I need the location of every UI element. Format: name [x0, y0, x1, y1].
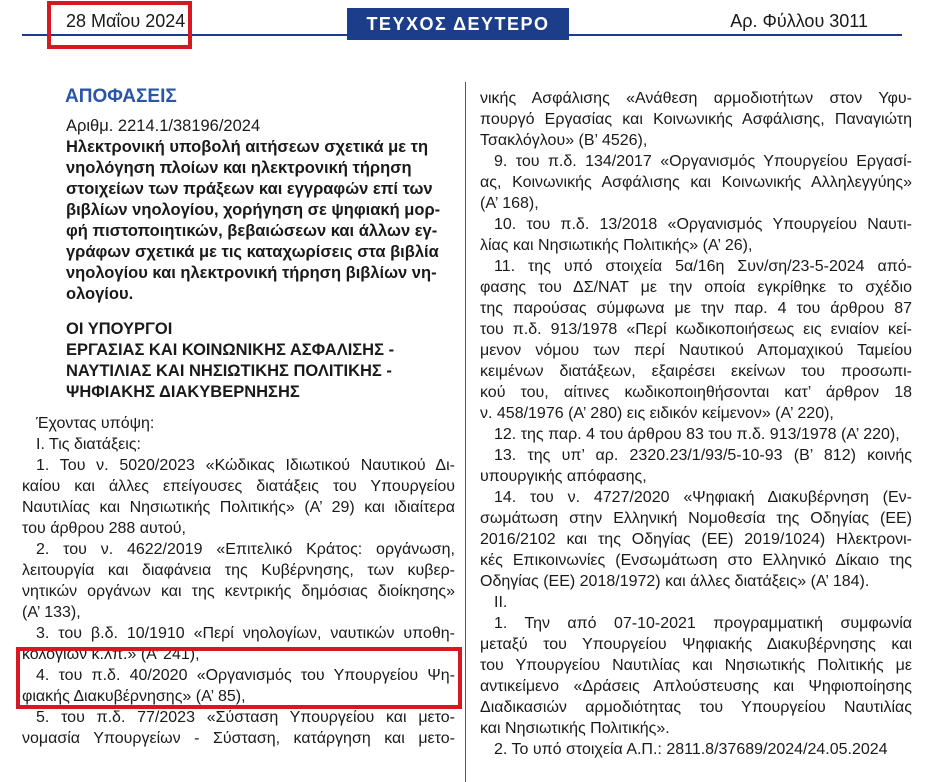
text-line: μενον νόμου των περί Ναυτικού Απομαχικού Ταμείου — [480, 342, 912, 359]
subject-line: νηολογίου και ηλεκτρονική τήρηση βιβλίων νη- — [66, 264, 437, 282]
text-line: του π.δ. 913/1978 «Περί κωδικοποιήσεως εις ενιαίον κεί- — [480, 321, 912, 338]
text-line: 10. του π.δ. 13/2018 «Οργανισμός Υπουργείου Ναυτι- — [494, 216, 912, 233]
text-line: κειμένων διατάξεων, εξαιρέσει εκείνων του προσωπι- — [480, 363, 912, 380]
subject-line: βιβλίων νηολογίου, χορήγηση σε ψηφιακή μορ- — [66, 201, 441, 219]
text-line: μεταξύ του Υπουργείου Ψηφιακής Διακυβέρνησης και — [480, 636, 912, 653]
text-line: νομασία Υπουργείων - Σύσταση, κατάργηση και μετο- — [22, 730, 455, 747]
text-line: καίου και άλλες επείγουσες διατάξεις του Υπουργείου — [22, 478, 455, 495]
text-line: 4. του π.δ. 40/2020 «Οργανισμός του Υπουργείου Ψη- — [36, 667, 455, 684]
text-line: (Α’ 168), — [480, 195, 539, 212]
text-line: 2. Το υπό στοιχεία Α.Π.: 2811.8/37689/2024/24.05.2024 — [494, 741, 888, 758]
issue-date: 28 Μαΐου 2024 — [66, 11, 186, 31]
text-line: υπουργικής απόφασης, — [480, 468, 647, 485]
ministers-heading — [22, 319, 455, 403]
ministers-line: ΕΡΓΑΣΙΑΣ ΚΑΙ ΚΟΙΝΩΝΙΚΗΣ ΑΣΦΑΛΙΣΗΣ - — [66, 341, 395, 359]
text-line: 12. της παρ. 4 του άρθρου 83 του π.δ. 913/1978 (Α’ 220), — [494, 426, 900, 443]
text-line: 13. της υπ’ αρ. 2320.23/1/93/5-10-93 (Β’ 812) κοινής — [494, 447, 912, 464]
text-line: 9. του π.δ. 134/2017 «Οργανισμός Υπουργείου Εργασί- — [494, 153, 912, 170]
text-line: πουργό Εργασίας και Κοινωνικής Ασφάλισης, Παναγιώτη — [480, 111, 912, 128]
text-line: λίας και Νησιωτικής Πολιτικής» (Α’ 26), — [480, 237, 753, 254]
text-line: 2016/2102 και της Οδηγίας (ΕΕ) 2019/1024) Ηλεκτρονι- — [480, 531, 912, 548]
text-line: φασης του ΔΣ/ΝΑΤ με την οποία εγκρίθηκε το σχέδιο — [480, 279, 912, 296]
subject-line: φή πιστοποιητικών, βεβαιώσεων και άλλων εγ- — [66, 222, 438, 240]
text-line: 14. του ν. 4727/2020 «Ψηφιακή Διακυβέρνηση (Εν- — [494, 489, 912, 506]
right-column — [480, 88, 912, 760]
text-line: σωμάτωση στην Ελληνική Νομοθεσία της Οδηγίας (ΕΕ) — [480, 510, 912, 527]
left-column — [22, 85, 455, 749]
text-line: ν. 458/1976 (Α’ 280) εις ειδικόν κείμενον» (Α’ 220), — [480, 405, 834, 422]
subject-line: στοιχείων των πράξεων και εγγραφών επί των — [66, 180, 433, 198]
ministers-line: ΟΙ ΥΠΟΥΡΓΟΙ — [66, 320, 173, 338]
text-line: κολογίων κ.λπ.» (Α’ 241), — [22, 646, 200, 663]
text-line: 11. της υπό στοιχεία 5α/16η Συν/ση/23-5-2024 από- — [494, 258, 912, 275]
decision-reference: Αριθμ. 2214.1/38196/2024 — [66, 117, 261, 135]
text-line: Έχοντας υπόψη: — [36, 415, 155, 432]
text-line: νικής Ασφάλισης «Ανάθεση αρμοδιοτήτων στον Υφυ- — [480, 90, 912, 107]
text-line: 2. του ν. 4622/2019 «Επιτελικό Κράτος: οργάνωση, — [36, 541, 455, 558]
subject-line: Ηλεκτρονική υποβολή αιτήσεων σχετικά με τη — [66, 138, 429, 156]
text-line: 1. Του ν. 5020/2023 «Κώδικας Ιδιωτικού Ναυτικού Δι- — [36, 457, 455, 474]
spacer — [22, 305, 455, 319]
text-line: φιακής Διακυβέρνησης» (Α’ 85), — [22, 688, 246, 705]
issue-banner: ΤΕΥΧΟΣ ΔΕΥΤΕΡΟ — [347, 8, 569, 40]
left-body — [22, 413, 455, 749]
text-line: Ι. Τις διατάξεις: — [36, 436, 141, 453]
text-line: (Α’ 133), — [22, 604, 81, 621]
ministers-line: ΨΗΦΙΑΚΗΣ ΔΙΑΚΥΒΕΡΝΗΣΗΣ — [66, 383, 300, 401]
text-line: 5. του π.δ. 77/2023 «Σύσταση Υπουργείου και μετο- — [36, 709, 455, 726]
text-line: κές Επικοινωνίες (Ενσωμάτωση στο Ελληνικό Δίκαιο της — [480, 552, 912, 569]
subject-line: γράφων σχετικά με τις καταχωρίσεις στα βιβλία — [66, 243, 439, 261]
text-line: λειτουργία και διαφάνεια της Κυβέρνησης, των κυβερ- — [22, 562, 455, 579]
ministers-line: ΝΑΥΤΙΛΙΑΣ ΚΑΙ ΝΗΣΙΩΤΙΚΗΣ ΠΟΛΙΤΙΚΗΣ - — [66, 362, 392, 380]
text-line: 1. Την από 07-10-2021 προγραμματική συμφωνία — [494, 615, 912, 632]
decision-subject — [22, 137, 455, 305]
right-body — [480, 88, 912, 760]
text-line: Τσακλόγλου» (Β’ 4526), — [480, 132, 648, 149]
text-line: αντικείμενο «Δράσεις Απλούστευσης και Ψηφιοποίησης — [480, 678, 912, 695]
spacer — [22, 403, 455, 413]
text-line: ΙΙ. — [494, 594, 508, 611]
text-line: νητικών οργάνων και της κεντρικής δημόσιας διοίκησης» — [22, 583, 455, 600]
text-line: του Υπουργείου Ναυτιλίας και Νησιωτικής Πολιτικής με — [480, 657, 912, 674]
text-line: του άρθρου 288 αυτού, — [22, 520, 186, 537]
text-line: Διαδικασιών αρμοδιότητας του Υπουργείου Ναυτιλίας — [480, 699, 912, 716]
text-line: Οδηγίας (ΕΕ) 2018/1972) και άλλες διατάξεις» (Α’ 184). — [480, 573, 870, 590]
text-line: κού του, αίτινες κωδικοποιηθήσονται κατ’ άρθρον 18 — [480, 384, 912, 401]
text-line: της παρούσας σύμφωνα με την παρ. 4 του άρθρου 87 — [480, 300, 912, 317]
subject-line: ολογίου. — [66, 285, 134, 303]
column-divider — [465, 82, 466, 782]
text-line: ας, Κοινωνικής Ασφάλισης και Κοινωνικής Αλληλεγγύης» — [480, 174, 912, 191]
section-title: ΑΠΟΦΑΣΕΙΣ — [65, 86, 177, 107]
text-line: και Νησιωτικής Πολιτικής». — [480, 720, 670, 737]
text-line: 3. του β.δ. 10/1910 «Περί νηολογίων, ναυτικών υποθη- — [36, 625, 455, 642]
sheet-number: Αρ. Φύλλου 3011 — [730, 11, 868, 31]
text-line: Ναυτιλίας και Νησιωτικής Πολιτικής» (Α’ 29) και ιδιαίτερα — [22, 499, 455, 516]
subject-line: νηολόγηση πλοίων και ηλεκτρονική τήρηση — [66, 159, 412, 177]
